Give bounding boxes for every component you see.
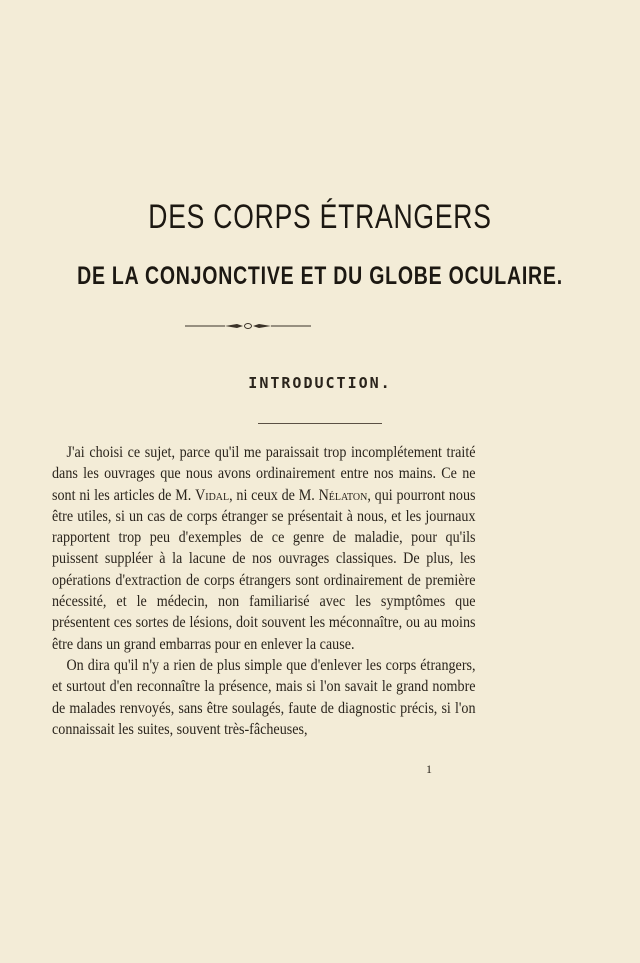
paragraph-text: J'ai choisi ce sujet, parce qu'il me paraissait trop incomplétement traité dans les ouvrages que nous avons ordinairement entre nos mains. Ce ne sont ni les articles de M. (52, 444, 476, 504)
paragraph: On dira qu'il n'y a rien de plus simple que d'enlever les corps étrangers, et surtout d'en reconnaître la présence, mais si l'on savait le grand nombre de malades renvoyés, sans être soulagés, faute de diagnostic précis, si l'on connaissait les suites, souvent très-fâcheuses, (52, 656, 476, 738)
section-divider (258, 423, 382, 424)
paragraph-text: , qui pourront nous être utiles, si un cas de corps étranger se présentait à nous, et les journaux rapportent trop peu d'exemples de ce genre de maladie, pour qu'ils puissent suppléer à la lacune de nos ouvrages classiques. De plus, les opérations d'extraction de corps étrangers sont ordinairement de première nécessité, et le médecin, non familiarisé avec les symptômes que présentent ces sortes de lésions, doit souvent les méconnaître, ou au moins être dans un grand embarras pour en enlever la cause. (52, 486, 476, 653)
paragraph-text: , ni ceux de M. (229, 486, 319, 504)
body-text (52, 442, 476, 740)
page-number: 1 (426, 762, 432, 776)
author-name: Vidal (195, 486, 230, 504)
section-heading: INTRODUCTION. (248, 374, 392, 392)
paragraph (52, 442, 476, 655)
page-subtitle: DE LA CONJONCTIVE ET DU GLOBE OCULAIRE. (77, 262, 563, 290)
ornamental-rule (185, 319, 311, 333)
author-name: Nélaton (318, 486, 368, 504)
page-title: DES CORPS ÉTRANGERS (148, 198, 492, 236)
